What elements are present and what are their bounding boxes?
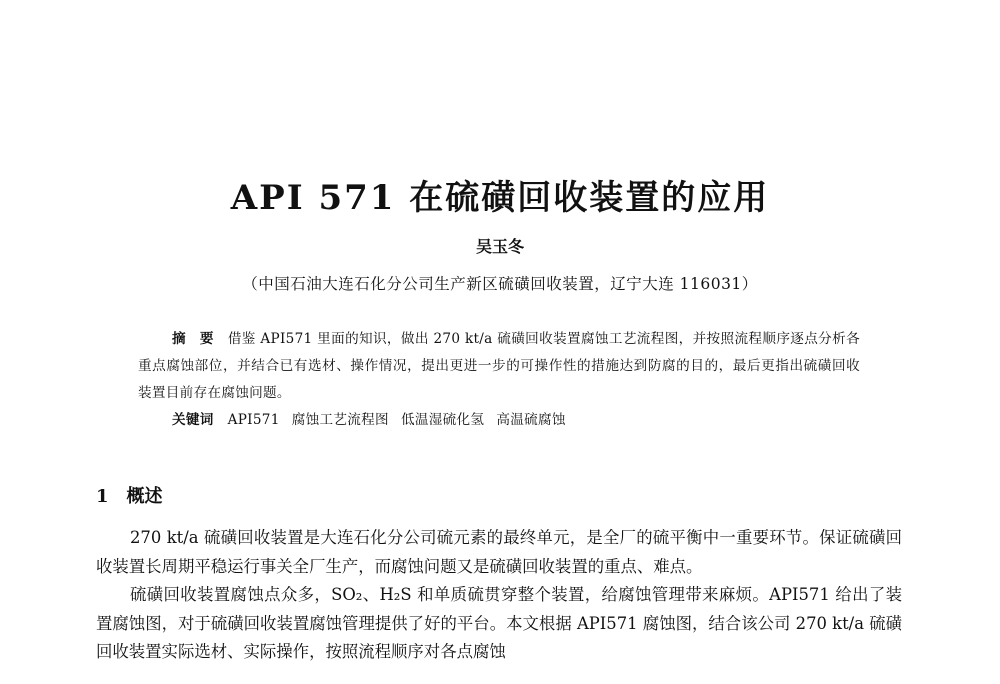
keywords-line bbox=[138, 407, 860, 434]
keyword-item: 高温硫腐蚀 bbox=[496, 412, 566, 428]
keyword-item: 低温湿硫化氢 bbox=[400, 412, 485, 428]
section-heading bbox=[96, 482, 163, 508]
body-text bbox=[96, 524, 902, 667]
keywords-label: 关键词 bbox=[172, 412, 214, 428]
abstract-label: 摘 要 bbox=[172, 331, 214, 347]
body-paragraph: 270 kt/a 硫磺回收装置是大连石化分公司硫元素的最终单元，是全厂的硫平衡中一重要环节。保证硫磺回收装置长周期平稳运行事关全厂生产，而腐蚀问题又是硫磺回收装置的重点、难点。 bbox=[96, 528, 902, 576]
keyword-item: 腐蚀工艺流程图 bbox=[291, 412, 389, 428]
keyword-item: API571 bbox=[227, 412, 280, 428]
section-title: 概述 bbox=[126, 486, 163, 507]
abstract-block bbox=[138, 326, 860, 434]
paper-title: API 571 在硫磺回收装置的应用 bbox=[230, 178, 770, 218]
abstract-text: 借鉴 API571 里面的知识，做出 270 kt/a 硫磺回收装置腐蚀工艺流程图，并按照流程顺序逐点分析各重点腐蚀部位，并结合已有选材、操作情况，提出更进一步的可操作性的措施达到防腐的目的，最后更指出硫磺回收装置目前存在腐蚀问题。 bbox=[138, 331, 860, 401]
body-paragraph: 硫磺回收装置腐蚀点众多，SO₂、H₂S 和单质硫贯穿整个装置，给腐蚀管理带来麻烦。API571 给出了装置腐蚀图，对于硫磺回收装置腐蚀管理提供了好的平台。本文根据 API571 腐蚀图，结合该公司 270 kt/a 硫磺回收装置实际选材、实际操作，按照流程顺序对各点腐蚀 bbox=[96, 585, 902, 661]
author-name: 吴玉冬 bbox=[475, 237, 524, 256]
abstract-paragraph bbox=[138, 326, 860, 407]
section-number: 1 bbox=[96, 486, 109, 507]
author-affiliation: （中国石油大连石化分公司生产新区硫磺回收装置，辽宁大连 116031） bbox=[242, 275, 758, 293]
